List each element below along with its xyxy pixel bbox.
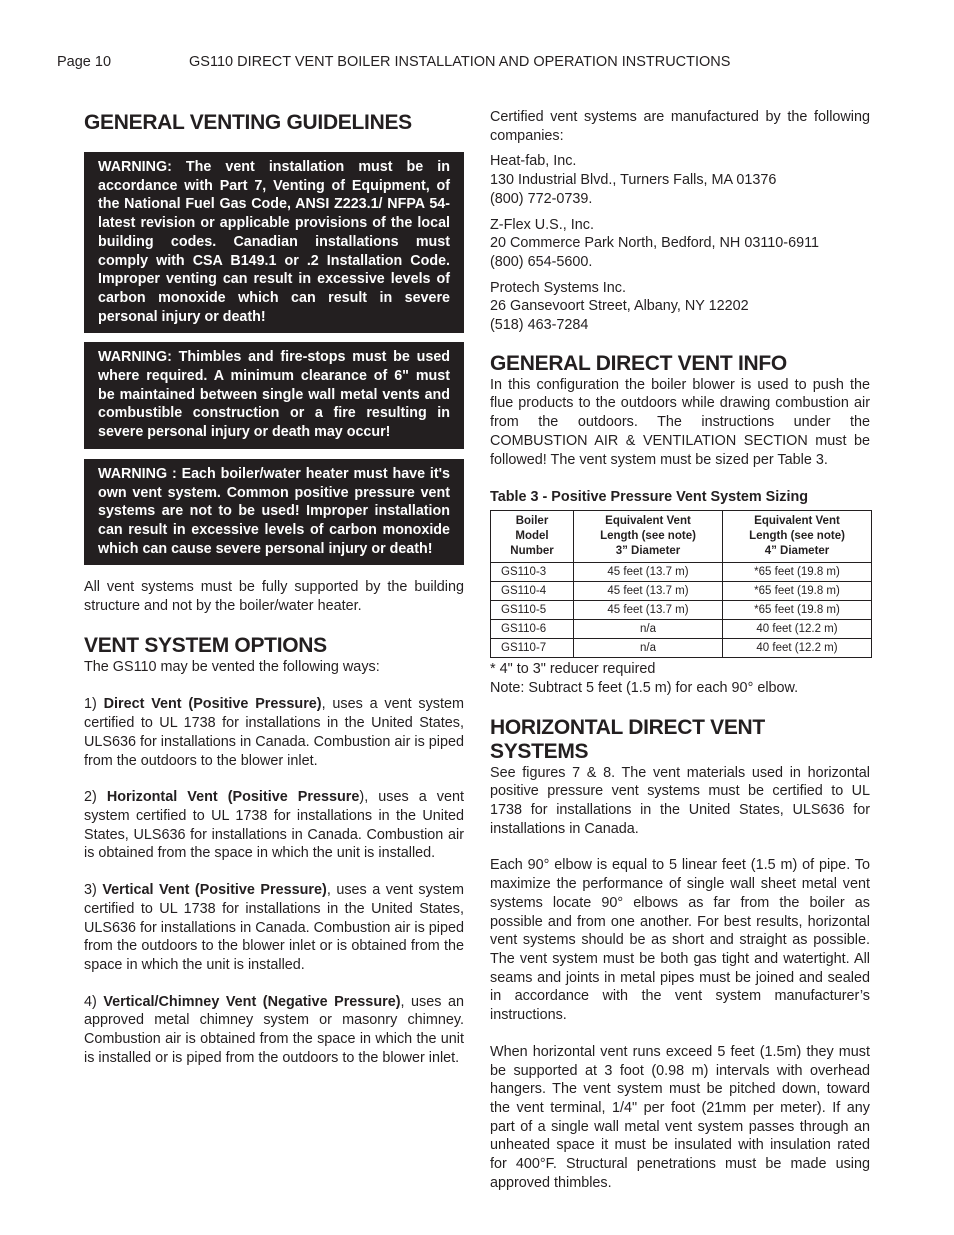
table-row: GS110-6 n/a 40 feet (12.2 m): [491, 620, 872, 639]
company-protech: Protech Systems Inc. 26 Gansevoort Street, Albany, NY 12202 (518) 463-7284: [490, 279, 749, 334]
table-footnote-elbow: Note: Subtract 5 feet (1.5 m) for each 90° elbow.: [490, 679, 799, 696]
company-z-flex: Z-Flex U.S., Inc. 20 Commerce Park North, Bedford, NH 03110-6911 (800) 654-5600.: [490, 216, 820, 270]
option-3: 3) Vertical Vent (Positive Pressure), uses a vent system certified to UL 1738 for installations in the United States, ULS636 for installations in Canada. Combustion air is piped from the outdoors to the blower inlet or is obtained from the space in which the unit is installed.: [84, 882, 465, 973]
horizontal-paragraph-3: When horizontal vent runs exceed 5 feet (1.5m) they must be supported at 3 foot (0.98 m) intervals with overhead hangers. The vent system must be pitched down, toward the vent terminal, 1/4" per foot (21mm per meter). If any part of a single wall metal vent system passes through an unheated space it must be insulated with insulation rated for 400°F. Structural penetrations must be made using approved thimbles.: [490, 1043, 870, 1191]
table-footnote-reducer: * 4" to 3" reducer required: [490, 661, 656, 678]
option-4: 4) Vertical/Chimney Vent (Negative Pressure), uses an approved metal chimney system or masonry chimney. Combustion air is obtained from the space in which the unit is installed or is piped from the outdoors to the blower inlet.: [84, 993, 464, 1066]
document-title: GS110 DIRECT VENT BOILER INSTALLATION AND OPERATION INSTRUCTIONS: [189, 54, 731, 70]
header-boiler-model: Boiler Model Number: [491, 511, 574, 563]
vent-sizing-table: [490, 510, 872, 658]
warning-box-vent-installation: WARNING: The vent installation must be in accordance with Part 7, Venting of Equipment, of the National Fuel Gas Code, ANSI Z223.1/ NFPA 54-latest revision or applicable provisions of the local building codes. Canadian installations must comply with CSA B149.1 or .2 Installation Code. Improper venting can result in excessive levels of carbon monoxide which can result in severe personal injury or death!: [84, 152, 464, 333]
table-header-row: [491, 511, 872, 563]
horizontal-paragraph-1: See figures 7 & 8. The vent materials used in horizontal positive pressure vent systems must be certified to UL 1738 for installations in the United States, ULS636 for installations in Canada.: [490, 764, 870, 837]
options-intro: The GS110 may be vented the following ways:: [84, 658, 380, 675]
table-row: GS110-3 45 feet (13.7 m) *65 feet (19.8 m): [491, 563, 872, 582]
direct-vent-info-text: In this configuration the boiler blower is used to push the flue products to the outdoors while drawing combustion air from the outdoors. The instructions under the COMBUSTION AIR & VENTILATION SECTION must be followed! The vent system must be sized per Table 3.: [490, 376, 870, 468]
header-3in-diameter: Equivalent Vent Length (see note) 3” Diameter: [574, 511, 723, 563]
horizontal-paragraph-2: Each 90° elbow is equal to 5 linear feet (1.5 m) of pipe. To maximize the performance of single wall sheet metal vent systems locate 90° elbows as far from the boiler as possible and from one another. For best results, horizontal vent systems should be as short and straight as possible. The vent system must be both gas tight and watertight. All seams and joints in metal pipes must be joined and sealed in accordance with the vent system manufacturer’s instructions.: [490, 857, 870, 1024]
page-number: Page 10: [57, 54, 112, 70]
header-4in-diameter: Equivalent Vent Length (see note) 4” Diameter: [723, 511, 872, 563]
table-row: GS110-4 45 feet (13.7 m) *65 feet (19.8 m): [491, 582, 872, 601]
table-row: GS110-5 45 feet (13.7 m) *65 feet (19.8 m): [491, 601, 872, 620]
support-text: All vent systems must be fully supported by the building structure and not by the boiler/water heater.: [84, 579, 464, 615]
table-title: Table 3 - Positive Pressure Vent System Sizing: [490, 489, 809, 506]
certified-intro: Certified vent systems are manufactured by the following companies:: [490, 109, 870, 144]
heading-horizontal-direct-vent-systems: HORIZONTAL DIRECT VENT SYSTEMS: [490, 715, 765, 763]
option-2: 2) Horizontal Vent (Positive Pressure), uses a vent system certified to UL 1738 for installations in the United States, ULS636 for installations in Canada. Combustion air is obtained from the space in which the unit is installed.: [84, 789, 464, 862]
heading-vent-system-options: VENT SYSTEM OPTIONS: [84, 633, 327, 657]
table-row: GS110-7 n/a 40 feet (12.2 m): [491, 639, 872, 658]
warning-box-thimbles: WARNING: Thimbles and fire-stops must be used where required. A minimum clearance of 6" must be maintained between single wall metal vents and combustible construction or a fire resulting in severe personal injury or death may occur!: [84, 342, 464, 449]
heading-general-direct-vent-info: GENERAL DIRECT VENT INFO: [490, 351, 787, 375]
page-header: [57, 54, 731, 70]
right-column: [490, 108, 870, 1192]
company-heat-fab: Heat-fab, Inc. 130 Industrial Blvd., Turners Falls, MA 01376 (800) 772-0739.: [490, 153, 777, 207]
heading-general-venting-guidelines: GENERAL VENTING GUIDELINES: [84, 111, 412, 134]
option-1: 1) Direct Vent (Positive Pressure), uses a vent system certified to UL 1738 for installations in the United States, ULS636 for installations in Canada. Combustion air is piped from the outdoors to the blower inlet.: [84, 696, 464, 769]
left-column: [84, 108, 464, 1067]
warning-box-own-vent-system: WARNING : Each boiler/water heater must have it's own vent system. Common positive pressure vent systems are not to be used! Improper installation can result in excessive levels of carbon monoxide which can cause severe personal injury or death!: [84, 459, 464, 566]
